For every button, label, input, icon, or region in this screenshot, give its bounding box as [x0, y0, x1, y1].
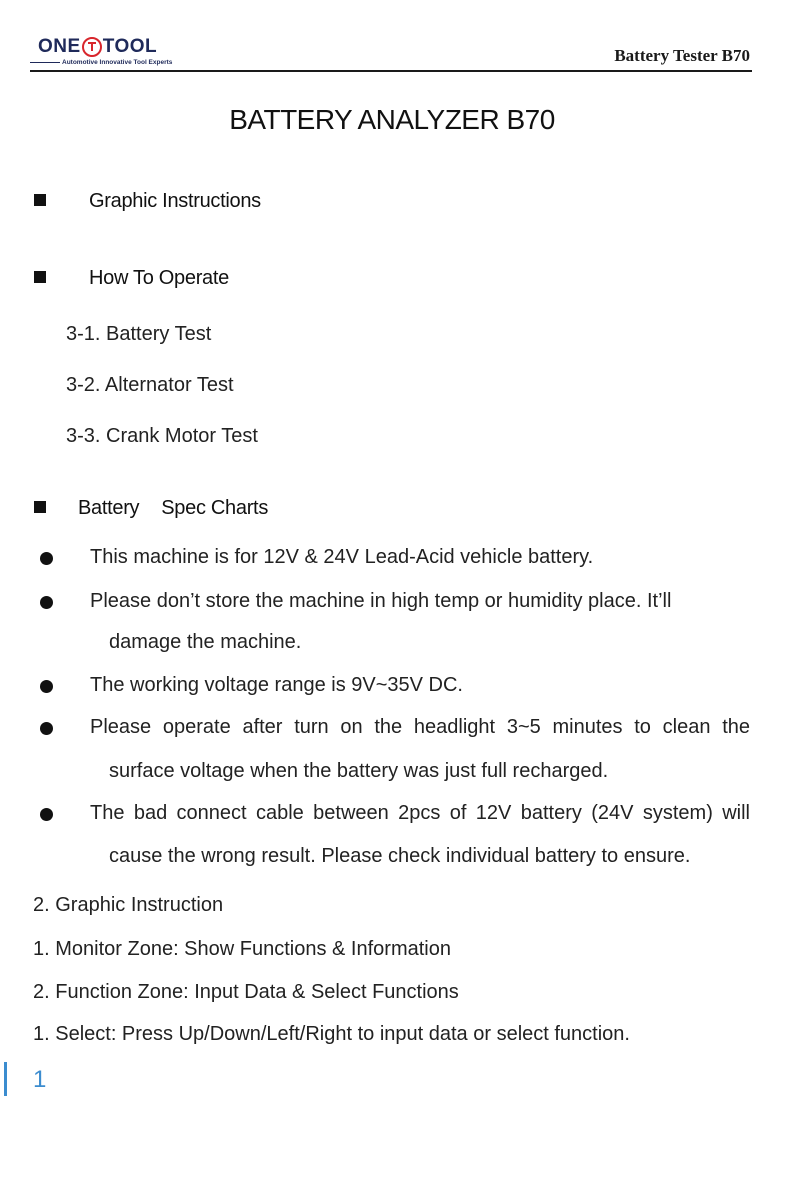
page-number: 1 — [33, 1066, 47, 1093]
bullet-text-line: The bad connect cable between 2pcs of 12V battery (24V system) will — [90, 802, 750, 824]
paragraph-select: 1. Select: Press Up/Down/Left/Right to input data or select function. — [33, 1023, 630, 1045]
paragraph-monitor-zone: 1. Monitor Zone: Show Functions & Information — [33, 938, 451, 960]
round-bullet-icon — [40, 552, 53, 565]
bullet-text: This machine is for 12V & 24V Lead-Acid vehicle battery. — [90, 546, 594, 568]
section-battery-spec-charts — [34, 497, 269, 520]
section-how-to-operate — [34, 267, 229, 290]
paragraph-graphic-instruction: 2. Graphic Instruction — [33, 894, 224, 916]
heading-word-battery: Battery — [78, 497, 140, 519]
square-bullet-icon — [34, 194, 46, 206]
section-heading-text: Graphic Instructions — [89, 190, 261, 212]
logo-tagline-text: Automotive Innovative Tool Experts — [62, 59, 173, 66]
bullet-text: The working voltage range is 9V~35V DC. — [90, 674, 463, 696]
onetool-logo — [30, 34, 173, 70]
bullet-text-continued: damage the machine. — [109, 631, 302, 653]
round-bullet-icon — [40, 596, 53, 609]
header-doc-label: Battery Tester B70 — [614, 46, 750, 65]
bullet-text: Please don’t store the machine in high temp or humidity place. It’ll — [90, 590, 672, 612]
section-heading-text — [78, 497, 268, 520]
header-divider — [30, 70, 752, 72]
paragraph-function-zone: 2. Function Zone: Input Data & Select Functions — [33, 981, 459, 1003]
bullet-text-continued: surface voltage when the battery was just full recharged. — [109, 760, 609, 782]
square-bullet-icon — [34, 271, 46, 283]
logo-tagline-rule — [30, 62, 60, 63]
round-bullet-icon — [40, 722, 53, 735]
round-bullet-icon — [40, 808, 53, 821]
bullet-text — [90, 802, 750, 825]
list-item-alternator-test: 3-2. Alternator Test — [66, 374, 234, 396]
bullet-text-continued: cause the wrong result. Please check individual battery to ensure. — [109, 845, 691, 867]
logo-tagline — [30, 59, 172, 66]
logo-text-right: TOOL — [102, 36, 158, 57]
square-bullet-icon — [34, 501, 46, 513]
section-graphic-instructions — [34, 190, 261, 213]
section-heading-text: How To Operate — [89, 267, 229, 289]
logo-text-left: ONE — [38, 36, 81, 57]
logo-t-circle-icon — [82, 37, 102, 57]
page-number-bar — [4, 1062, 7, 1096]
round-bullet-icon — [40, 680, 53, 693]
bullet-text — [90, 716, 750, 739]
list-item-crank-motor-test: 3-3. Crank Motor Test — [66, 425, 258, 447]
heading-word-spec-charts: Spec Charts — [161, 497, 269, 519]
bullet-text-line: Please operate after turn on the headlight 3~5 minutes to clean the — [90, 716, 750, 738]
logo-wordmark — [38, 34, 157, 60]
page-title: BATTERY ANALYZER B70 — [229, 104, 555, 135]
list-item-battery-test: 3-1. Battery Test — [66, 323, 212, 345]
